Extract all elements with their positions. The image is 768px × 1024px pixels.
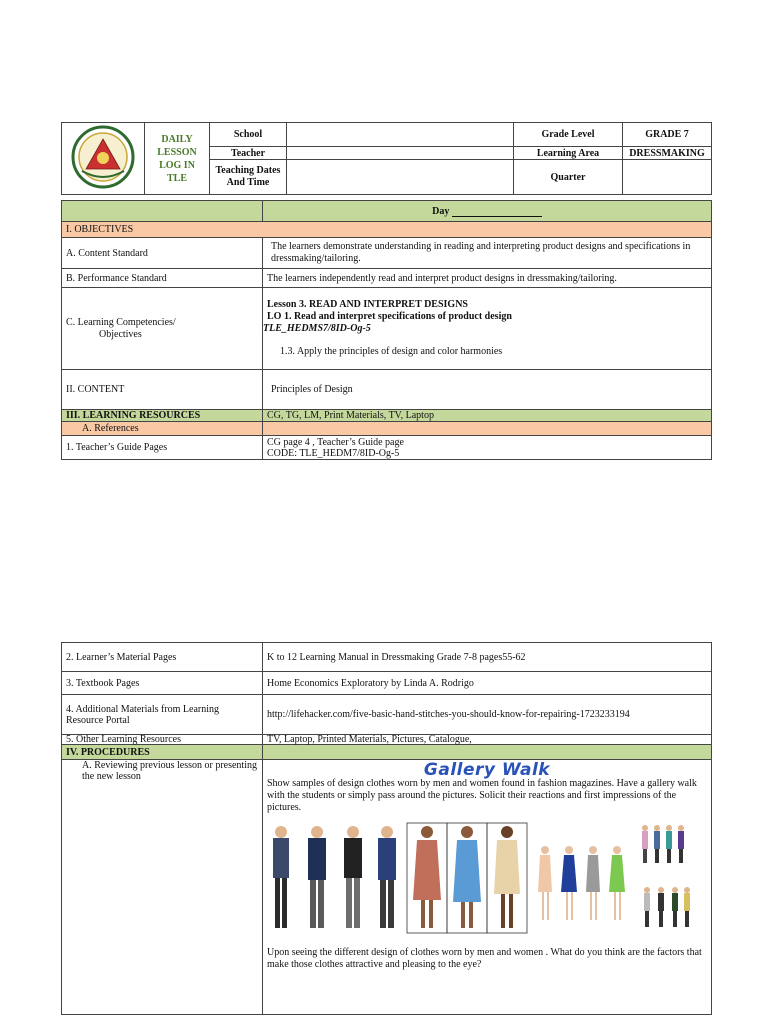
quarter-label: Quarter <box>514 160 623 195</box>
man-figure-1 <box>273 826 289 928</box>
gallery-instructions: Show samples of design clothes worn by men and women found in fashion magazines. Have a gallery walk with the students or simply pass around the pictures. Solicit their reactions and first impressions of the pictures. <box>267 778 697 813</box>
woman-figure-2 <box>453 826 481 928</box>
learning-competencies-value <box>263 288 712 370</box>
quarter-value <box>623 160 712 195</box>
daily-lesson-log-title: DAILY LESSON LOG IN TLE <box>145 123 210 195</box>
learners-material-value: K to 12 Learning Manual in Dressmaking Grade 7-8 pages55-62 <box>263 643 712 672</box>
references-label: A. References <box>62 422 263 436</box>
man-figure-4 <box>378 826 396 928</box>
discussion-question: Upon seeing the different design of clothes worn by men and women . What do you think are the factors that make those clothes attractive and pleasing to the eye? <box>267 947 702 970</box>
day-blank <box>452 206 542 217</box>
competency-objective: 1.3. Apply the principles of design and color harmonies <box>280 346 503 357</box>
grade-level-label: Grade Level <box>514 123 623 147</box>
objectives-heading: I. OBJECTIVES <box>62 222 712 238</box>
content-label: II. CONTENT <box>62 370 263 410</box>
group-figures-top <box>642 825 684 863</box>
fashion-figures-illustration <box>267 822 707 937</box>
learning-competencies-label: C. Learning Competencies/ Objectives <box>62 288 263 370</box>
reviewing-lesson-label: A. Reviewing previous lesson or presenting the new lesson <box>62 760 263 1015</box>
other-resources-value: TV, Laptop, Printed Materials, Pictures, Catalogue, <box>263 735 712 745</box>
teacher-label: Teacher <box>210 147 287 160</box>
reviewing-lesson-content <box>263 760 712 1015</box>
small-woman-4 <box>609 846 625 920</box>
additional-materials-link[interactable]: http://lifehacker.com/five-basic-hand-stitches-you-should-know-for-repairing-1723233194 <box>263 695 712 735</box>
procedures-table <box>61 642 712 1015</box>
content-value: Principles of Design <box>263 370 712 410</box>
content-standard-label: A. Content Standard <box>62 238 263 269</box>
teachers-guide-value: CG page 4 , Teacher’s Guide page CODE: TLE_HEDM7/8ID-Og-5 <box>263 436 712 460</box>
woman-figure-1 <box>413 826 441 928</box>
school-label: School <box>210 123 287 147</box>
small-woman-2 <box>561 846 577 920</box>
fashion-figures-icon <box>267 822 707 937</box>
performance-standard-label: B. Performance Standard <box>62 269 263 288</box>
woman-figure-3 <box>494 826 520 928</box>
school-seal-logo <box>62 123 145 195</box>
man-figure-2 <box>308 826 326 928</box>
textbook-value: Home Economics Exploratory by Linda A. Rodrigo <box>263 672 712 695</box>
header-table <box>61 122 712 195</box>
gallery-walk-title: Gallery Walk <box>423 760 551 780</box>
teaching-dates-label: Teaching Dates And Time <box>210 160 287 195</box>
textbook-label: 3. Textbook Pages <box>62 672 263 695</box>
learning-resources-list: CG, TG, LM, Print Materials, TV, Laptop <box>263 410 712 422</box>
procedures-heading: IV. PROCEDURES <box>62 745 263 760</box>
small-woman-1 <box>538 846 552 920</box>
learning-outcome: LO 1. Read and interpret specifications of product design <box>267 311 512 322</box>
lesson-title: Lesson 3. READ AND INTERPRET DESIGNS <box>267 299 468 310</box>
performance-standard-value: The learners independently read and interpret product designs in dressmaking/tailoring. <box>263 269 712 288</box>
learners-material-label: 2. Learner’s Material Pages <box>62 643 263 672</box>
teacher-value <box>287 147 514 160</box>
competency-code: TLE_HEDMS7/8ID-Og-5 <box>263 323 371 334</box>
learning-area-value: DRESSMAKING <box>623 147 712 160</box>
other-resources-label: 5. Other Learning Resources <box>62 735 263 745</box>
small-woman-3 <box>586 846 600 920</box>
objectives-table <box>61 200 712 460</box>
teaching-dates-value <box>287 160 514 195</box>
content-standard-value: The learners demonstrate understanding in reading and interpreting product designs and specifications in dressmaking/tailoring. <box>263 238 712 269</box>
school-seal-icon <box>68 125 138 189</box>
group-figures-bottom <box>644 887 690 927</box>
additional-materials-label: 4. Additional Materials from Learning Resource Portal <box>62 695 263 735</box>
teachers-guide-label: 1. Teacher’s Guide Pages <box>62 436 263 460</box>
learning-resources-heading: III. LEARNING RESOURCES <box>62 410 263 422</box>
man-figure-3 <box>344 826 362 928</box>
day-header: Day <box>263 201 712 222</box>
grade-level-value: GRADE 7 <box>623 123 712 147</box>
school-value <box>287 123 514 147</box>
learning-area-label: Learning Area <box>514 147 623 160</box>
